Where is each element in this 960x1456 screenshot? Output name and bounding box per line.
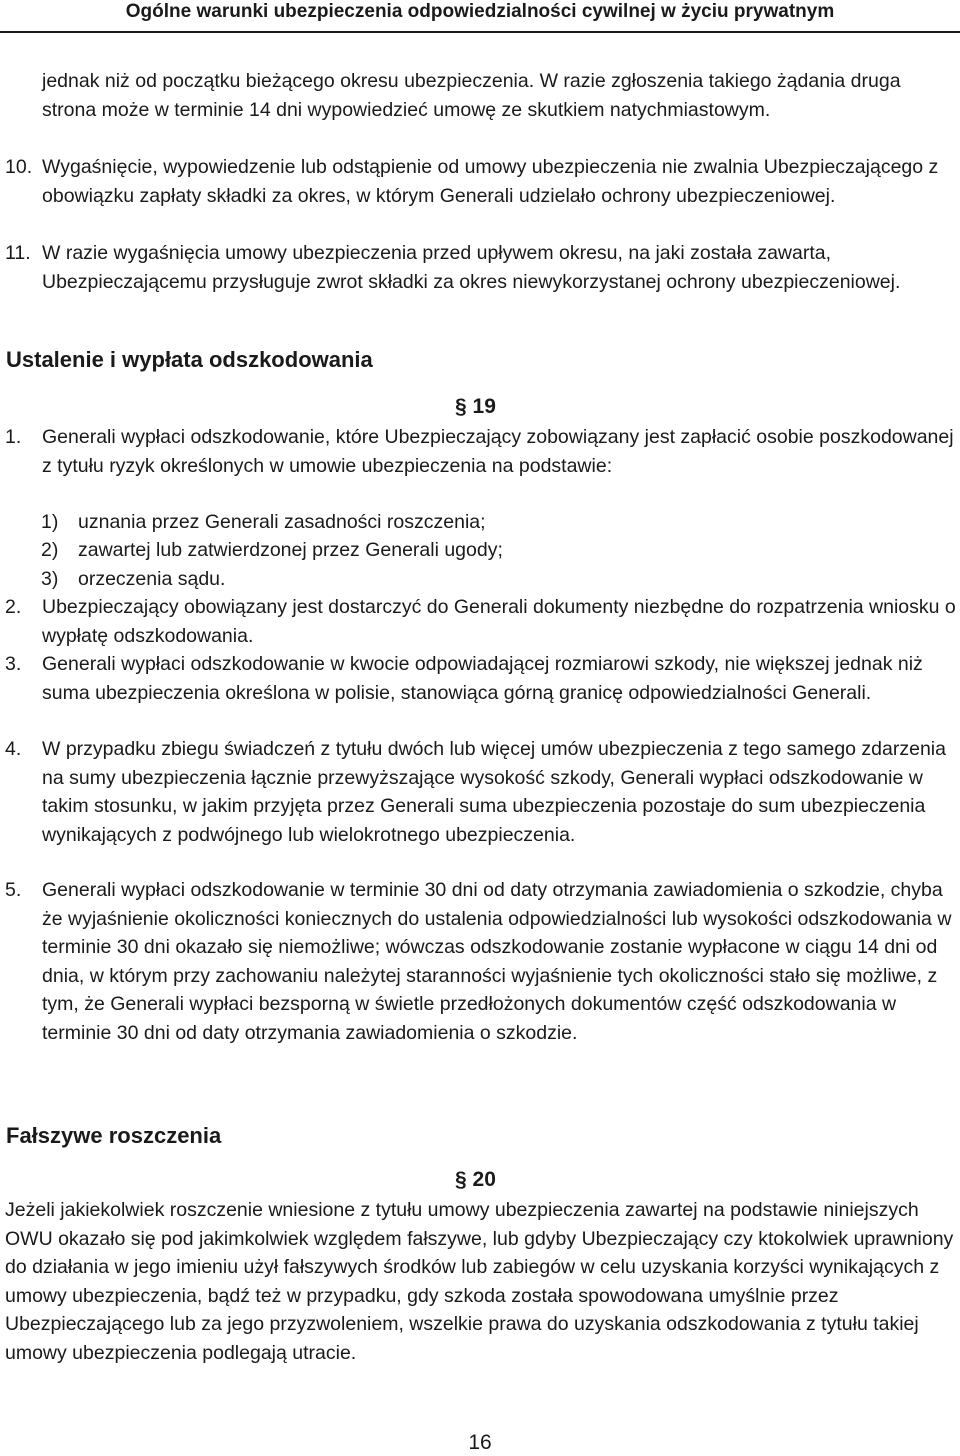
item-text: W przypadku zbiegu świadczeń z tytułu dwóch lub więcej umów ubezpieczenia z tego samego zdarzenia na sumy ubezpieczenia łącznie przewyższające wysokość szkody, Generali wypłaci odszkodowanie w takim stosunku, w jakim przyjęta przez Generali suma ubezpieczenia pozostaje do sum ubezpieczenia wynikających z podwójnego lub wielokrotnego ubezpieczenia. [42,738,946,846]
section-20-heading: Fałszywe roszczenia [6,1123,222,1148]
header-title: Ogólne warunki ubezpieczenia odpowiedzialności cywilnej w życiu prywatnym [125,1,835,22]
item-text: W razie wygaśnięcia umowy ubezpieczenia przed upływem okresu, na jaki została zawarta, Ubezpieczającemu przysługuje zwrot składki za okres niewykorzystanej ochrony ubezpieczeniowej. [42,242,901,293]
item-text: Wygaśnięcie, wypowiedzenie lub odstąpienie od umowy ubezpieczenia nie zwalnia Ubezpieczającego z obowiązku zapłaty składki za okres, w którym Generali udzielało ochrony ubezpieczeniowej. [42,156,939,207]
section-20-paragraph: Jeżeli jakiekolwiek roszczenie wniesione z tytułu umowy ubezpieczenia zawartej na podstawie niniejszych OWU okazało się pod jakimkolwiek względem fałszywe, lub gdyby Ubezpieczający czy ktokolwiek uprawniony do działania w jego imieniu użył fałszywych środków lub zabiegów w celu uzyskania korzyści wynikających z umowy ubezpieczenia, bądź też w przypadku, gdy szkoda została spowodowana umyślnie przez Ubezpieczającego lub za jego przyzwoleniem, wszelkie prawa do uzyskania odszkodowania z tytułu takiej umowy ubezpieczenia podlegają utracie. [5,1199,954,1364]
item-number: 2. [5,596,22,618]
item-number: 4. [5,738,22,760]
item-number: 1. [5,426,22,448]
item-text: Generali wypłaci odszkodowanie, które Ubezpieczający zobowiązany jest zapłacić osobie poszkodowanej z tytułu ryzyk określonych w umowie ubezpieczenia na podstawie: [42,426,954,477]
item-number: 10. [5,156,33,178]
subitem-number: 3) [41,568,59,590]
item-text: Generali wypłaci odszkodowanie w kwocie odpowiadającej rozmiarowi szkody, nie większej jednak niż suma ubezpieczenia określona w polisie, stanowiąca górną granicę odpowiedzialności Generali. [42,653,923,704]
subitem-text: orzeczenia sądu. [78,568,226,590]
item-text: Generali wypłaci odszkodowanie w terminie 30 dni od daty otrzymania zawiadomienia o szkodzie, chyba że wyjaśnienie okoliczności koniecznych do ustalenia odpowiedzialności lub wysokości odszkodowania w terminie 30 dni okazało się niemożliwe; wówczas odszkodowanie zostanie wypłacone w ciągu 14 dni od dnia, w którym przy zachowaniu należytej staranności wyjaśnienie tych okoliczności stało się możliwe, z tym, że Generali wypłaci bezsporną w świetle przedłożonych dokumentów część odszkodowania w terminie 30 dni od daty otrzymania zawiadomienia o szkodzie. [42,879,952,1044]
section-20-mark: § 20 [455,1168,496,1191]
document-header [0,0,960,33]
item-text: Ubezpieczający obowiązany jest dostarczyć do Generali dokumenty niezbędne do rozpatrzenia wniosku o wypłatę odszkodowania. [42,596,956,647]
item-number: 5. [5,879,22,901]
subitem-text: zawartej lub zatwierdzonej przez Generali ugody; [78,539,503,561]
section-19-heading: Ustalenie i wypłata odszkodowania [6,347,373,372]
section-19-mark: § 19 [455,395,496,418]
item-number: 11. [5,242,31,264]
subitem-text: uznania przez Generali zasadności roszczenia; [78,511,486,533]
continuation-paragraph: jednak niż od początku bieżącego okresu ubezpieczenia. W razie zgłoszenia takiego żądania druga strona może w terminie 14 dni wypowiedzieć umowę ze skutkiem natychmiastowym. [42,70,901,121]
item-number: 3. [5,653,22,675]
page-number: 16 [468,1431,492,1454]
subitem-number: 1) [41,511,59,533]
subitem-number: 2) [41,539,59,561]
